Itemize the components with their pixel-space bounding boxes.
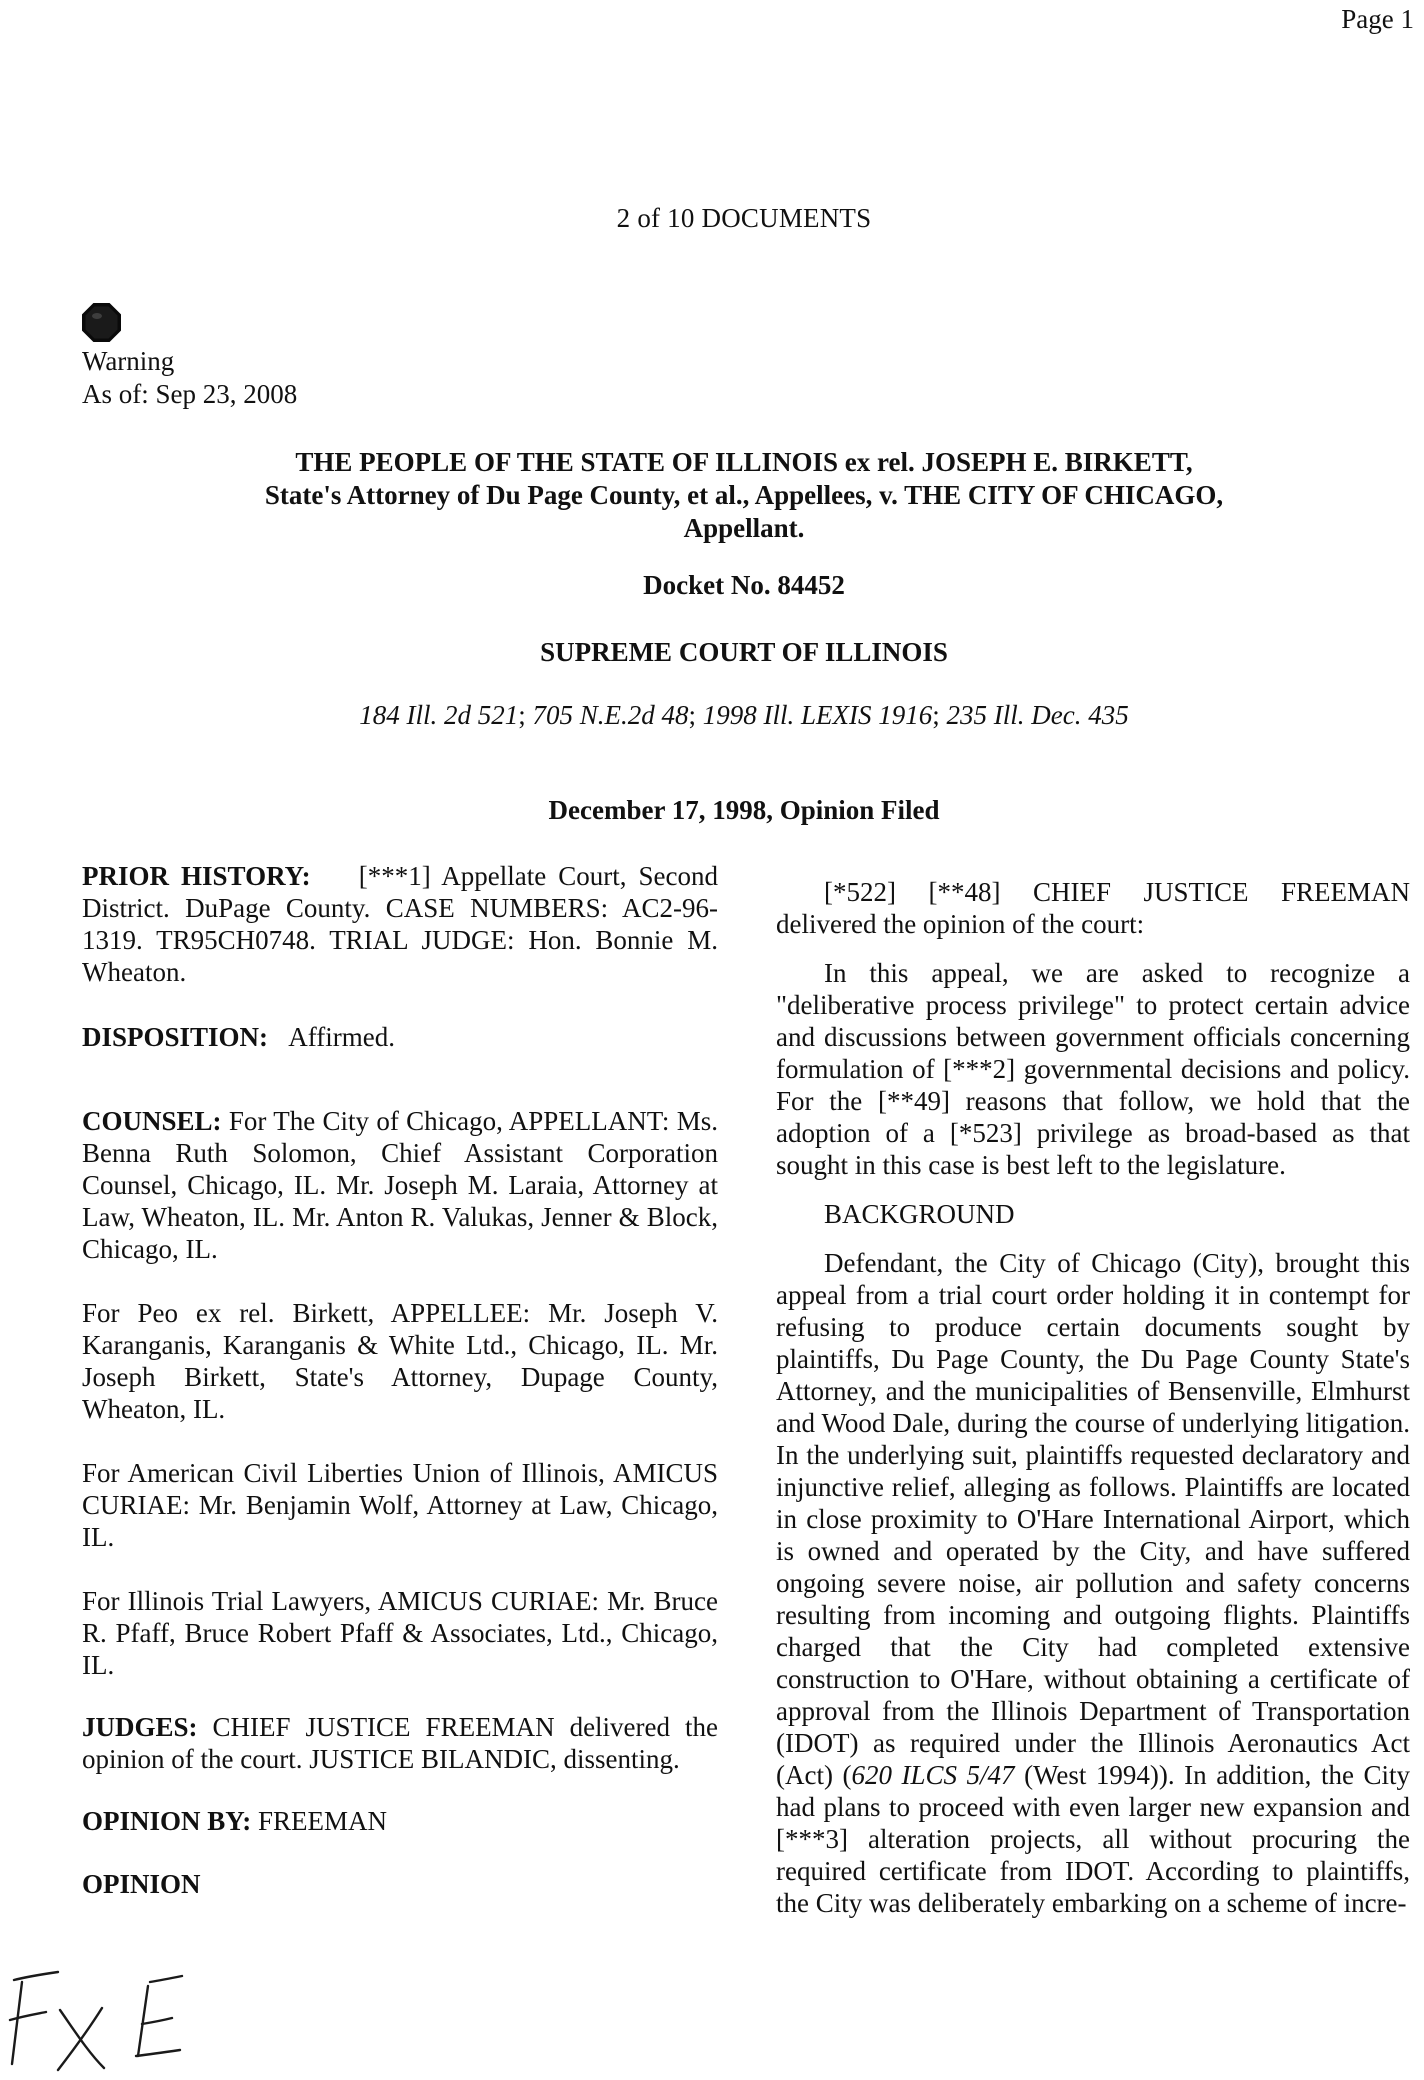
- opinion-by-label: OPINION BY:: [82, 1806, 252, 1836]
- document-count: 2 of 10 DOCUMENTS: [616, 203, 872, 233]
- opinion-paragraph: [*522] [**48] CHIEF JUSTICE FREEMAN delivered the opinion of the court:: [776, 877, 1410, 939]
- citation: 1998 Ill. LEXIS 1916: [702, 700, 933, 730]
- disposition-label: DISPOSITION:: [82, 1022, 269, 1052]
- as-of-date: As of: Sep 23, 2008: [82, 379, 298, 409]
- counsel-paragraph: For American Civil Liberties Union of Illinois, AMICUS CURIAE: Mr. Benjamin Wolf, Attorney at Law, Chicago, IL.: [82, 1458, 718, 1552]
- disposition-text: Affirmed.: [288, 1022, 396, 1052]
- counsel-paragraph: For Illinois Trial Lawyers, AMICUS CURIAE: Mr. Bruce R. Pfaff, Bruce Robert Pfaff & Associates, Ltd., Chicago, IL.: [82, 1586, 718, 1680]
- prior-history-label: PRIOR HISTORY:: [82, 861, 311, 891]
- judges-label: JUDGES:: [82, 1712, 198, 1742]
- disposition: [82, 1021, 718, 1053]
- opinion-paragraph: In this appeal, we are asked to recognize a "deliberative process privilege" to protect certain advice and discussions between government officials concerning formulation of [***2] governmental decisions and policy. For the [**49] reasons that follow, we hold that the adoption of a [*523] privilege as broad-based as that sought in this case is best left to the legislature.: [776, 958, 1410, 1180]
- case-title: [220, 446, 1268, 545]
- statute-citation: 620 ILCS 5/47: [851, 1760, 1015, 1790]
- citation-separator: ;: [688, 700, 703, 730]
- judges: [82, 1711, 718, 1775]
- warning-label: Warning: [82, 346, 175, 376]
- decision-date: December 17, 1998, Opinion Filed: [548, 795, 940, 825]
- prior-history: [82, 860, 718, 988]
- case-metadata-column: [82, 860, 718, 1900]
- citations: [0, 700, 1424, 731]
- counsel-label: COUNSEL:: [82, 1106, 222, 1136]
- citation: 705 N.E.2d 48: [532, 700, 689, 730]
- warning-block: [82, 345, 297, 411]
- case-title-line-1: THE PEOPLE OF THE STATE OF ILLINOIS ex rel. JOSEPH E. BIRKETT,: [295, 447, 1193, 477]
- court-name: SUPREME COURT OF ILLINOIS: [540, 637, 948, 667]
- prior-history-text: [***1] Appellate Court, Second District. DuPage County. CASE NUMBERS: AC2-96-1319. TR95CH0748. TRIAL JUDGE: Hon. Bonnie M. Wheaton.: [82, 861, 719, 987]
- opinion-column: [776, 876, 1410, 1919]
- opinion-by: [82, 1805, 718, 1837]
- section-heading: BACKGROUND: [824, 1199, 1015, 1229]
- page-number: Page 1: [1341, 4, 1414, 34]
- citation-separator: ;: [932, 700, 947, 730]
- opinion-text: (West 1994)). In addition, the City had plans to proceed with even larger new expansion and [***3] alteration projects, all without procuring the required certificate from IDOT. According to plaintiffs, the City was deliberately embarking on a scheme of incre-: [776, 1760, 1410, 1918]
- counsel: [82, 1105, 718, 1265]
- citation: 184 Ill. 2d 521: [359, 700, 519, 730]
- opinion-text: Defendant, the City of Chicago (City), brought this appeal from a trial court order holding it in contempt for refusing to produce certain documents sought by plaintiffs, Du Page County, the Du Page County State's Attorney, and the municipalities of Bensenville, Elmhurst and Wood Dale, during the course of underlying litigation. In the underlying suit, plaintiffs requested declaratory and injunctive relief, alleging as follows. Plaintiffs are located in close proximity to O'Hare International Airport, which is owned and operated by the City, and have suffered ongoing severe noise, air pollution and safety concerns resulting from incoming and outgoing flights. Plaintiffs charged that the City had completed extensive construction to O'Hare, without obtaining a certificate of approval from the Illinois Department of Transportation (IDOT) as required under the Illinois Aeronautics Act (Act) (: [776, 1248, 1410, 1790]
- counsel-paragraph: For Peo ex rel. Birkett, APPELLEE: Mr. Joseph V. Karanganis, Karanganis & White Ltd., Chicago, IL. Mr. Joseph Birkett, State's Attorney, Dupage County, Wheaton, IL.: [82, 1298, 718, 1424]
- citation: 235 Ill. Dec. 435: [946, 700, 1129, 730]
- citation-separator: ;: [518, 700, 533, 730]
- docket-number: Docket No. 84452: [643, 570, 845, 600]
- stop-sign-icon: [82, 303, 121, 342]
- case-title-line-3: Appellant.: [683, 513, 805, 543]
- opinion-paragraph: [776, 1247, 1410, 1919]
- opinion-label: OPINION: [82, 1869, 201, 1899]
- judges-text: CHIEF JUSTICE FREEMAN delivered the opinion of the court. JUSTICE BILANDIC, dissenting.: [82, 1712, 719, 1774]
- handwritten-exhibit-mark: [0, 1952, 200, 2080]
- case-title-line-2: State's Attorney of Du Page County, et al., Appellees, v. THE CITY OF CHICAGO,: [264, 480, 1224, 510]
- counsel-text: For The City of Chicago, APPELLANT: Ms. Benna Ruth Solomon, Chief Assistant Corporation Counsel, Chicago, IL. Mr. Joseph M. Laraia, Attorney at Law, Wheaton, IL. Mr. Anton R. Valukas, Jenner & Block, Chicago, IL.: [82, 1106, 718, 1264]
- opinion-by-text: FREEMAN: [258, 1806, 388, 1836]
